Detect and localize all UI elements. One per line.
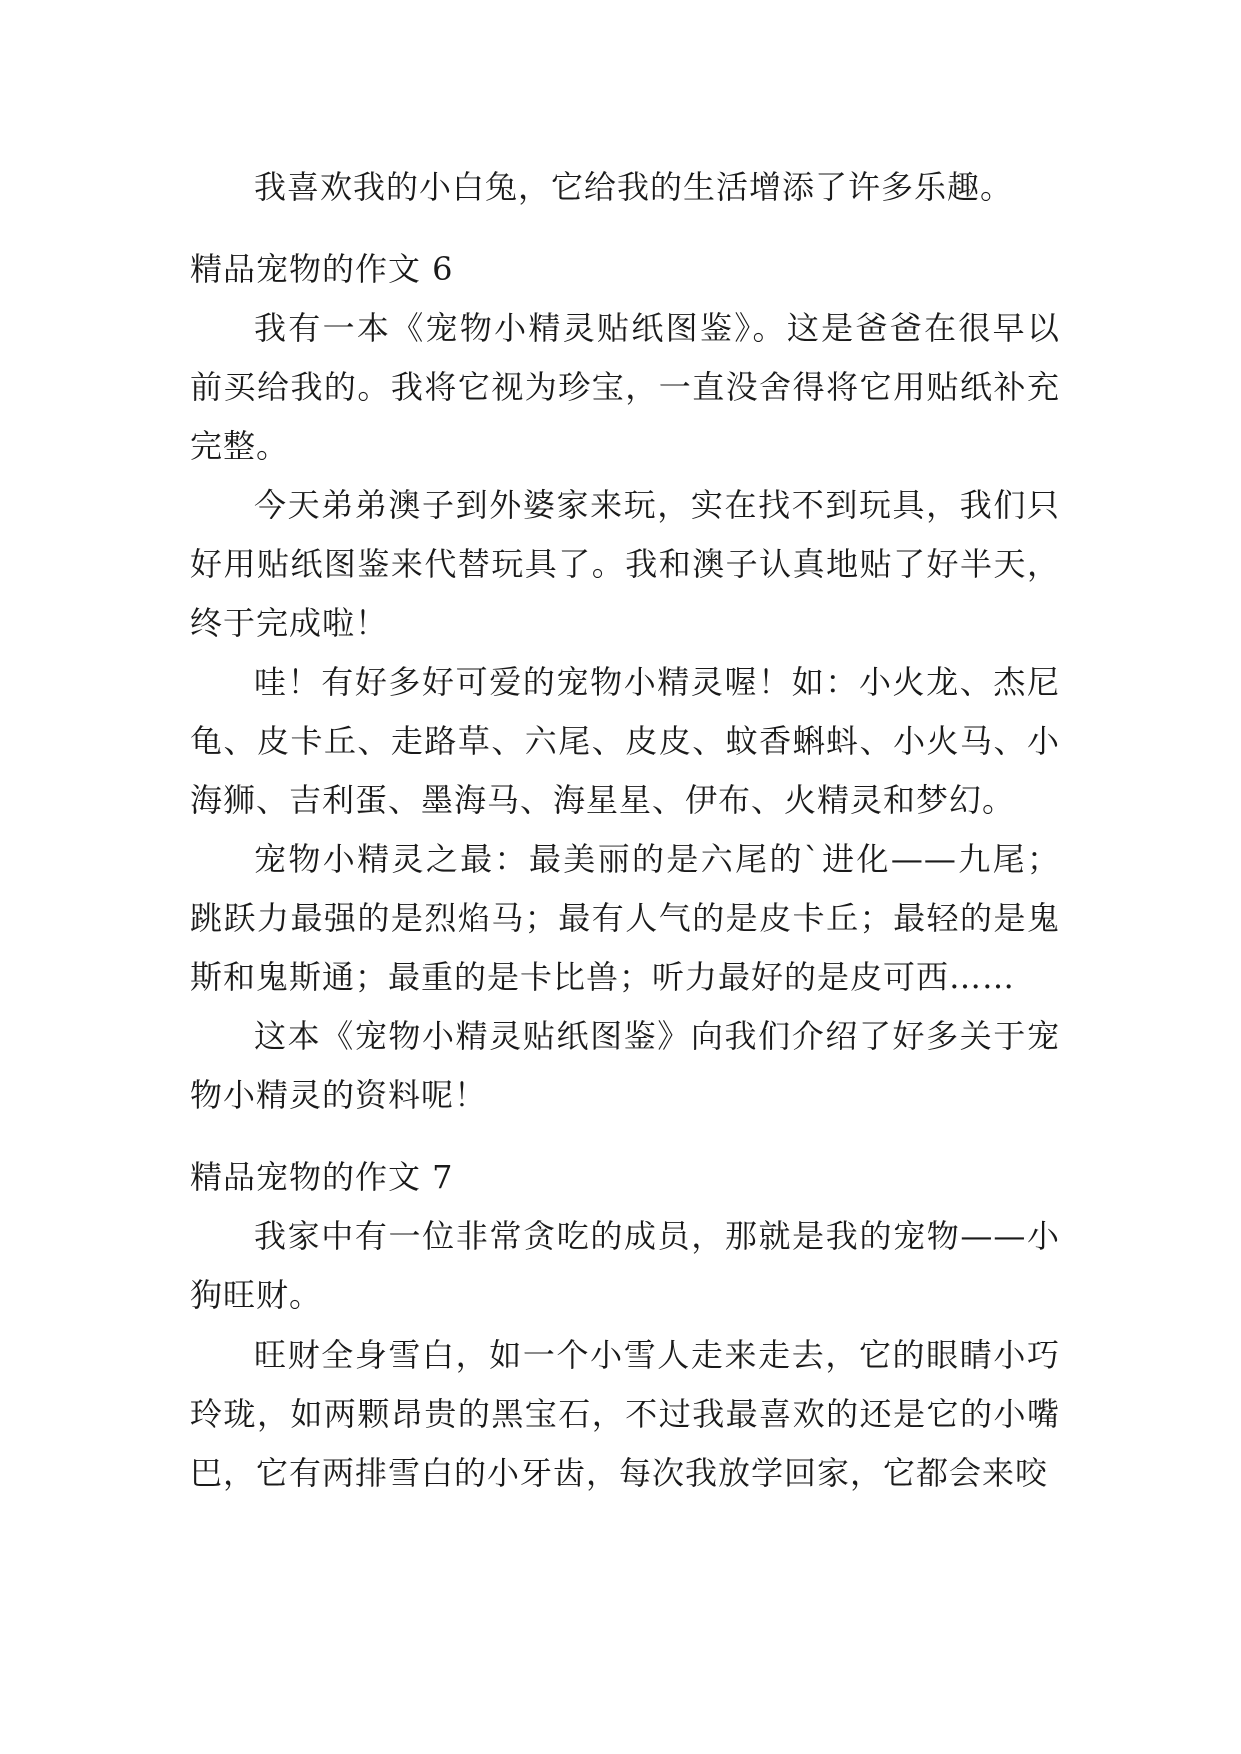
section-6-paragraph-4: 宠物小精灵之最：最美丽的是六尾的`进化——九尾；跳跃力最强的是烈焰马；最有人气的是皮卡丘；最轻的是鬼斯和鬼斯通；最重的是卡比兽；听力最好的是皮可西…… <box>190 840 1060 996</box>
section-6-heading: 精品宠物的作文 6 <box>190 250 454 288</box>
section-6-paragraph-5: 这本《宠物小精灵贴纸图鉴》向我们介绍了好多关于宠物小精灵的资料呢！ <box>190 1017 1060 1114</box>
section-6-paragraph-1: 我有一本《宠物小精灵贴纸图鉴》。这是爸爸在很早以前买给我的。我将它视为珍宝，一直没舍得将它用贴纸补充完整。 <box>190 309 1060 465</box>
section-7-paragraph-1: 我家中有一位非常贪吃的成员，那就是我的宠物——小狗旺财。 <box>190 1217 1060 1314</box>
intro-paragraph: 我喜欢我的小白兔，它给我的生活增添了许多乐趣。 <box>254 168 1014 206</box>
section-6-paragraph-3: 哇！有好多好可爱的宠物小精灵喔！如：小火龙、杰尼龟、皮卡丘、走路草、六尾、皮皮、蚊香蝌蚪、小火马、小海狮、吉利蛋、墨海马、海星星、伊布、火精灵和梦幻。 <box>190 663 1060 819</box>
section-7-heading: 精品宠物的作文 7 <box>190 1158 454 1196</box>
section-6-paragraph-2: 今天弟弟澳子到外婆家来玩，实在找不到玩具，我们只好用贴纸图鉴来代替玩具了。我和澳子认真地贴了好半天，终于完成啦！ <box>190 486 1060 642</box>
section-7-paragraph-2: 旺财全身雪白，如一个小雪人走来走去，它的眼睛小巧玲珑，如两颗昂贵的黑宝石，不过我最喜欢的还是它的小嘴巴，它有两排雪白的小牙齿，每次我放学回家，它都会来咬 <box>190 1336 1060 1492</box>
